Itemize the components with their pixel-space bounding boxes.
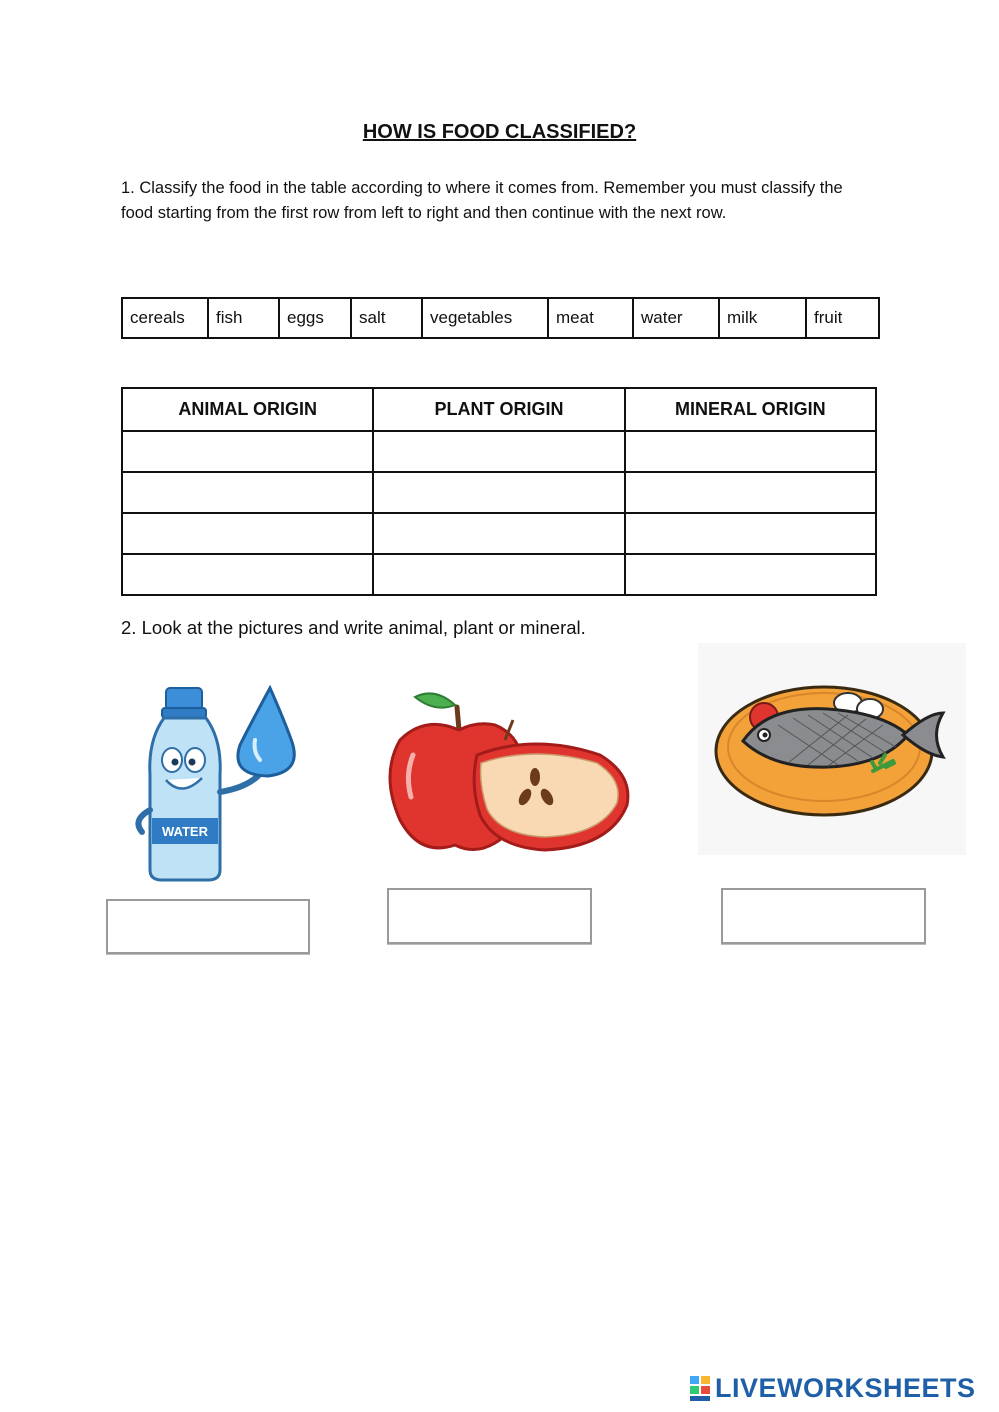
answer-box-fish[interactable] <box>721 888 926 944</box>
word-bank-item: fruit <box>806 298 879 338</box>
word-bank-item: milk <box>719 298 806 338</box>
apple-picture <box>385 685 635 860</box>
word-bank-item: vegetables <box>422 298 548 338</box>
answer-cell[interactable] <box>373 513 624 554</box>
word-bank-item: salt <box>351 298 422 338</box>
bottle-label: WATER <box>162 824 208 839</box>
liveworksheets-logo-icon <box>690 1373 712 1403</box>
answer-cell[interactable] <box>122 554 373 595</box>
word-bank-item: eggs <box>279 298 351 338</box>
classification-table <box>121 387 877 596</box>
answer-cell[interactable] <box>373 554 624 595</box>
fish-plate-picture <box>698 643 966 855</box>
answer-cell[interactable] <box>625 431 876 472</box>
answer-cell[interactable] <box>373 472 624 513</box>
word-bank-item: fish <box>208 298 279 338</box>
header-animal-origin: ANIMAL ORIGIN <box>122 388 373 431</box>
word-bank-table <box>121 297 880 339</box>
header-mineral-origin: MINERAL ORIGIN <box>625 388 876 431</box>
answer-cell[interactable] <box>625 513 876 554</box>
answer-box-water[interactable] <box>106 899 310 954</box>
table-row <box>122 554 876 595</box>
brand-logo <box>690 1370 976 1406</box>
table-row <box>122 513 876 554</box>
answer-cell[interactable] <box>122 472 373 513</box>
answer-cell[interactable] <box>122 431 373 472</box>
table-row <box>122 472 876 513</box>
answer-cell[interactable] <box>625 554 876 595</box>
instruction-2: 2. Look at the pictures and write animal, plant or mineral. <box>121 617 586 638</box>
water-bottle-picture <box>120 680 310 890</box>
word-bank-item: cereals <box>122 298 208 338</box>
word-bank-item: water <box>633 298 719 338</box>
brand-name: LIVEWORKSHEETS <box>715 1372 976 1403</box>
header-plant-origin: PLANT ORIGIN <box>373 388 624 431</box>
answer-cell[interactable] <box>122 513 373 554</box>
answer-cell[interactable] <box>625 472 876 513</box>
word-bank-item: meat <box>548 298 633 338</box>
answer-cell[interactable] <box>373 431 624 472</box>
table-row <box>122 431 876 472</box>
page-title: HOW IS FOOD CLASSIFIED? <box>362 121 637 143</box>
instruction-1: 1. Classify the food in the table according to where it comes from. Remember you must classify the food starting from the first row from left to right and then continue with the next row. <box>121 179 843 222</box>
answer-box-apple[interactable] <box>387 888 592 944</box>
